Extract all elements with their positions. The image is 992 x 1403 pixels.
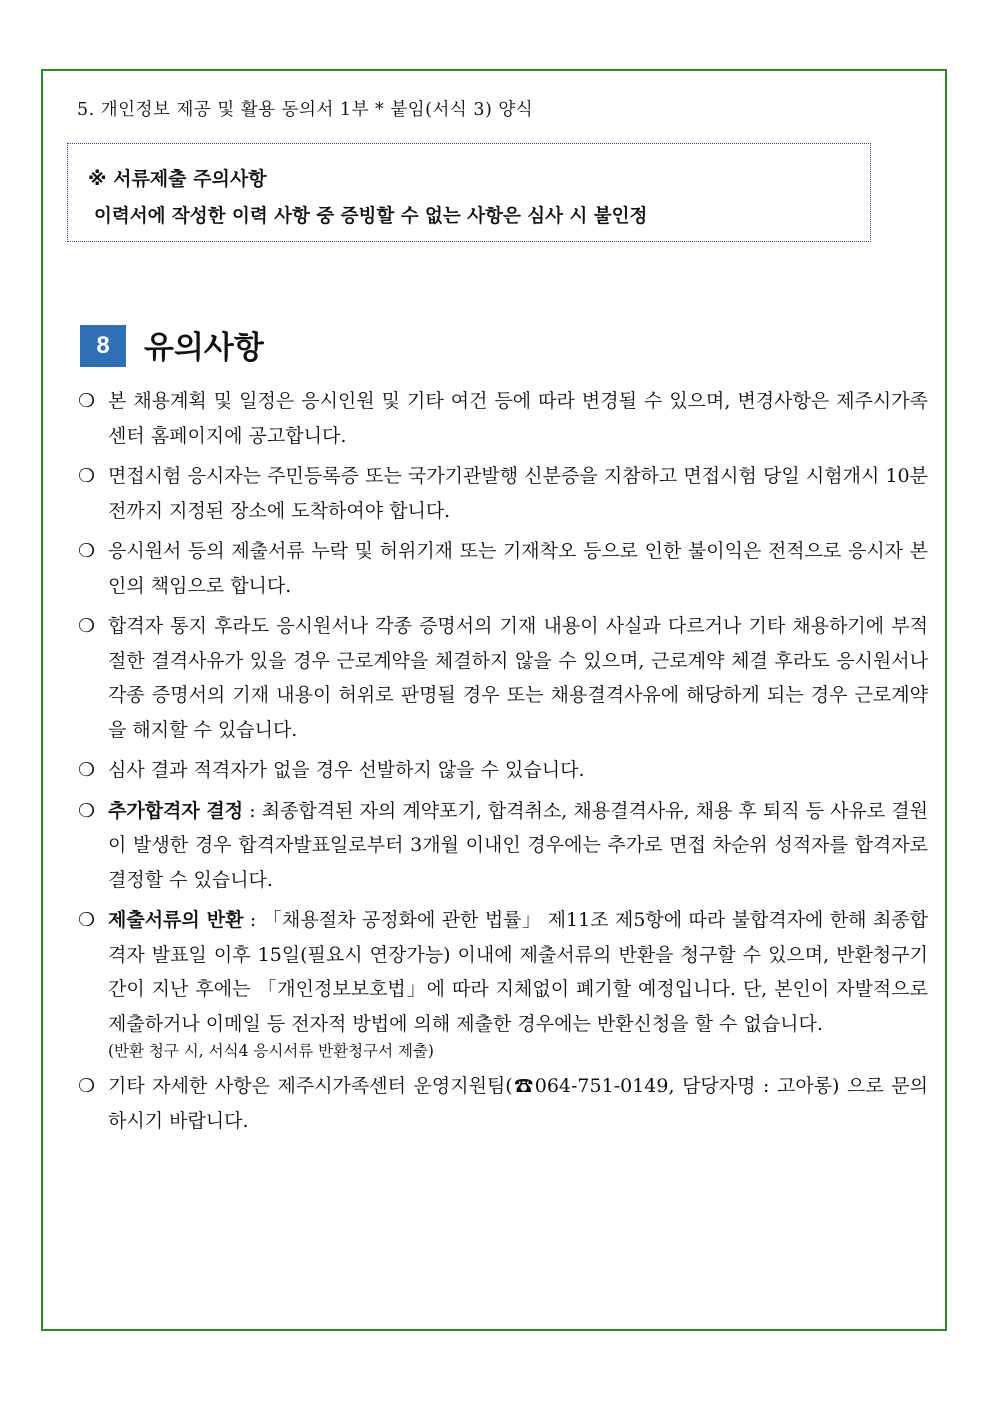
notice-item-text: 응시원서 등의 제출서류 누락 및 허위기재 또는 기재착오 등으로 인한 불이익은 전적으로 응시자 본인의 책임으로 합니다. [108,540,928,597]
circle-bullet-icon: ❍ [78,465,96,487]
notice-item-text: : 최종합격된 자의 계약포기, 합격취소, 채용결격사유, 채용 후 퇴직 등 사유로 결원이 발생한 경우 합격자발표일로부터 3개월 이내인 경우에는 추가로 면접 차순위 성적자를 합격자로 결정할 수 있습니다. [108,799,928,891]
notice-body: 이력서에 작성한 이력 사항 중 증빙할 수 없는 사항은 심사 시 불인정 [94,206,648,227]
return-request-note: (반환 청구 시, 서식4 응시서류 반환청구서 제출) [108,1042,434,1060]
circle-bullet-icon: ❍ [78,540,96,562]
notice-item-text: 본 채용계획 및 일정은 응시인원 및 기타 여건 등에 따라 변경될 수 있으며, 변경사항은 제주시가족센터 홈페이지에 공고합니다. [108,390,928,447]
notice-item-document-return [78,903,928,1063]
notice-item [78,459,928,528]
notice-item-text: 면접시험 응시자는 주민등록증 또는 국가기관발행 신분증을 지참하고 면접시험 당일 시험개시 10분전까지 지정된 장소에 도착하여야 합니다. [108,465,928,522]
circle-bullet-icon: ❍ [78,615,96,637]
notice-item-text: 기타 자세한 사항은 제주시가족센터 운영지원팀(☎064-751-0149, 담당자명 : 고아롱) 으로 문의하시기 바랍니다. [108,1075,928,1132]
section-title: 유의사항 [144,330,264,366]
submission-notice-box [67,143,871,242]
notice-item-additional-pass [78,794,928,898]
notice-list [78,384,928,1144]
notice-item [78,609,928,747]
circle-bullet-icon: ❍ [78,799,96,822]
notice-item-contact [78,1069,928,1138]
notice-item-text: 심사 결과 적격자가 없을 경우 선발하지 않을 수 있습니다. [108,759,585,781]
section-number-badge: 8 [80,325,126,367]
notice-item-heading: 제출서류의 반환 [108,909,244,931]
notice-item [78,384,928,453]
required-document-item-5: 5. 개인정보 제공 및 활용 동의서 1부 * 붙임(서식 3) 양식 [77,100,534,120]
notice-item-text: 합격자 통지 후라도 응시원서나 각종 증명서의 기재 내용이 사실과 다르거나 기타 채용하기에 부적절한 결격사유가 있을 경우 근로계약을 체결하지 않을 수 있으며, 근로계약 체결 후라도 응시원서나 각종 증명서의 기재 내용이 허위로 판명될 경우 또는 채용결격사유에 해당하게 되는 경우 근로계약을 해지할 수 있습니다. [108,615,928,741]
notice-item [78,753,928,788]
notice-item-heading: 추가합격자 결정 [108,799,244,822]
circle-bullet-icon: ❍ [78,390,96,412]
circle-bullet-icon: ❍ [78,1075,96,1097]
notice-item [78,534,928,603]
notice-item-text: : 「채용절차 공정화에 관한 법률」 제11조 제5항에 따라 불합격자에 한해 최종합격자 발표일 이후 15일(필요시 연장가능) 이내에 제출서류의 반환을 청구할 수 있으며, 반환청구기간이 지난 후에는 「개인정보보호법」에 따라 지체없이 폐기할 예정입니다. 단, 본인이 자발적으로 제출하거나 이메일 등 전자적 방법에 의해 제출한 경우에는 반환신청을 할 수 없습니다. [108,909,929,1035]
circle-bullet-icon: ❍ [78,759,96,781]
circle-bullet-icon: ❍ [78,909,96,931]
notice-title: ※ 서류제출 주의사항 [88,168,267,190]
